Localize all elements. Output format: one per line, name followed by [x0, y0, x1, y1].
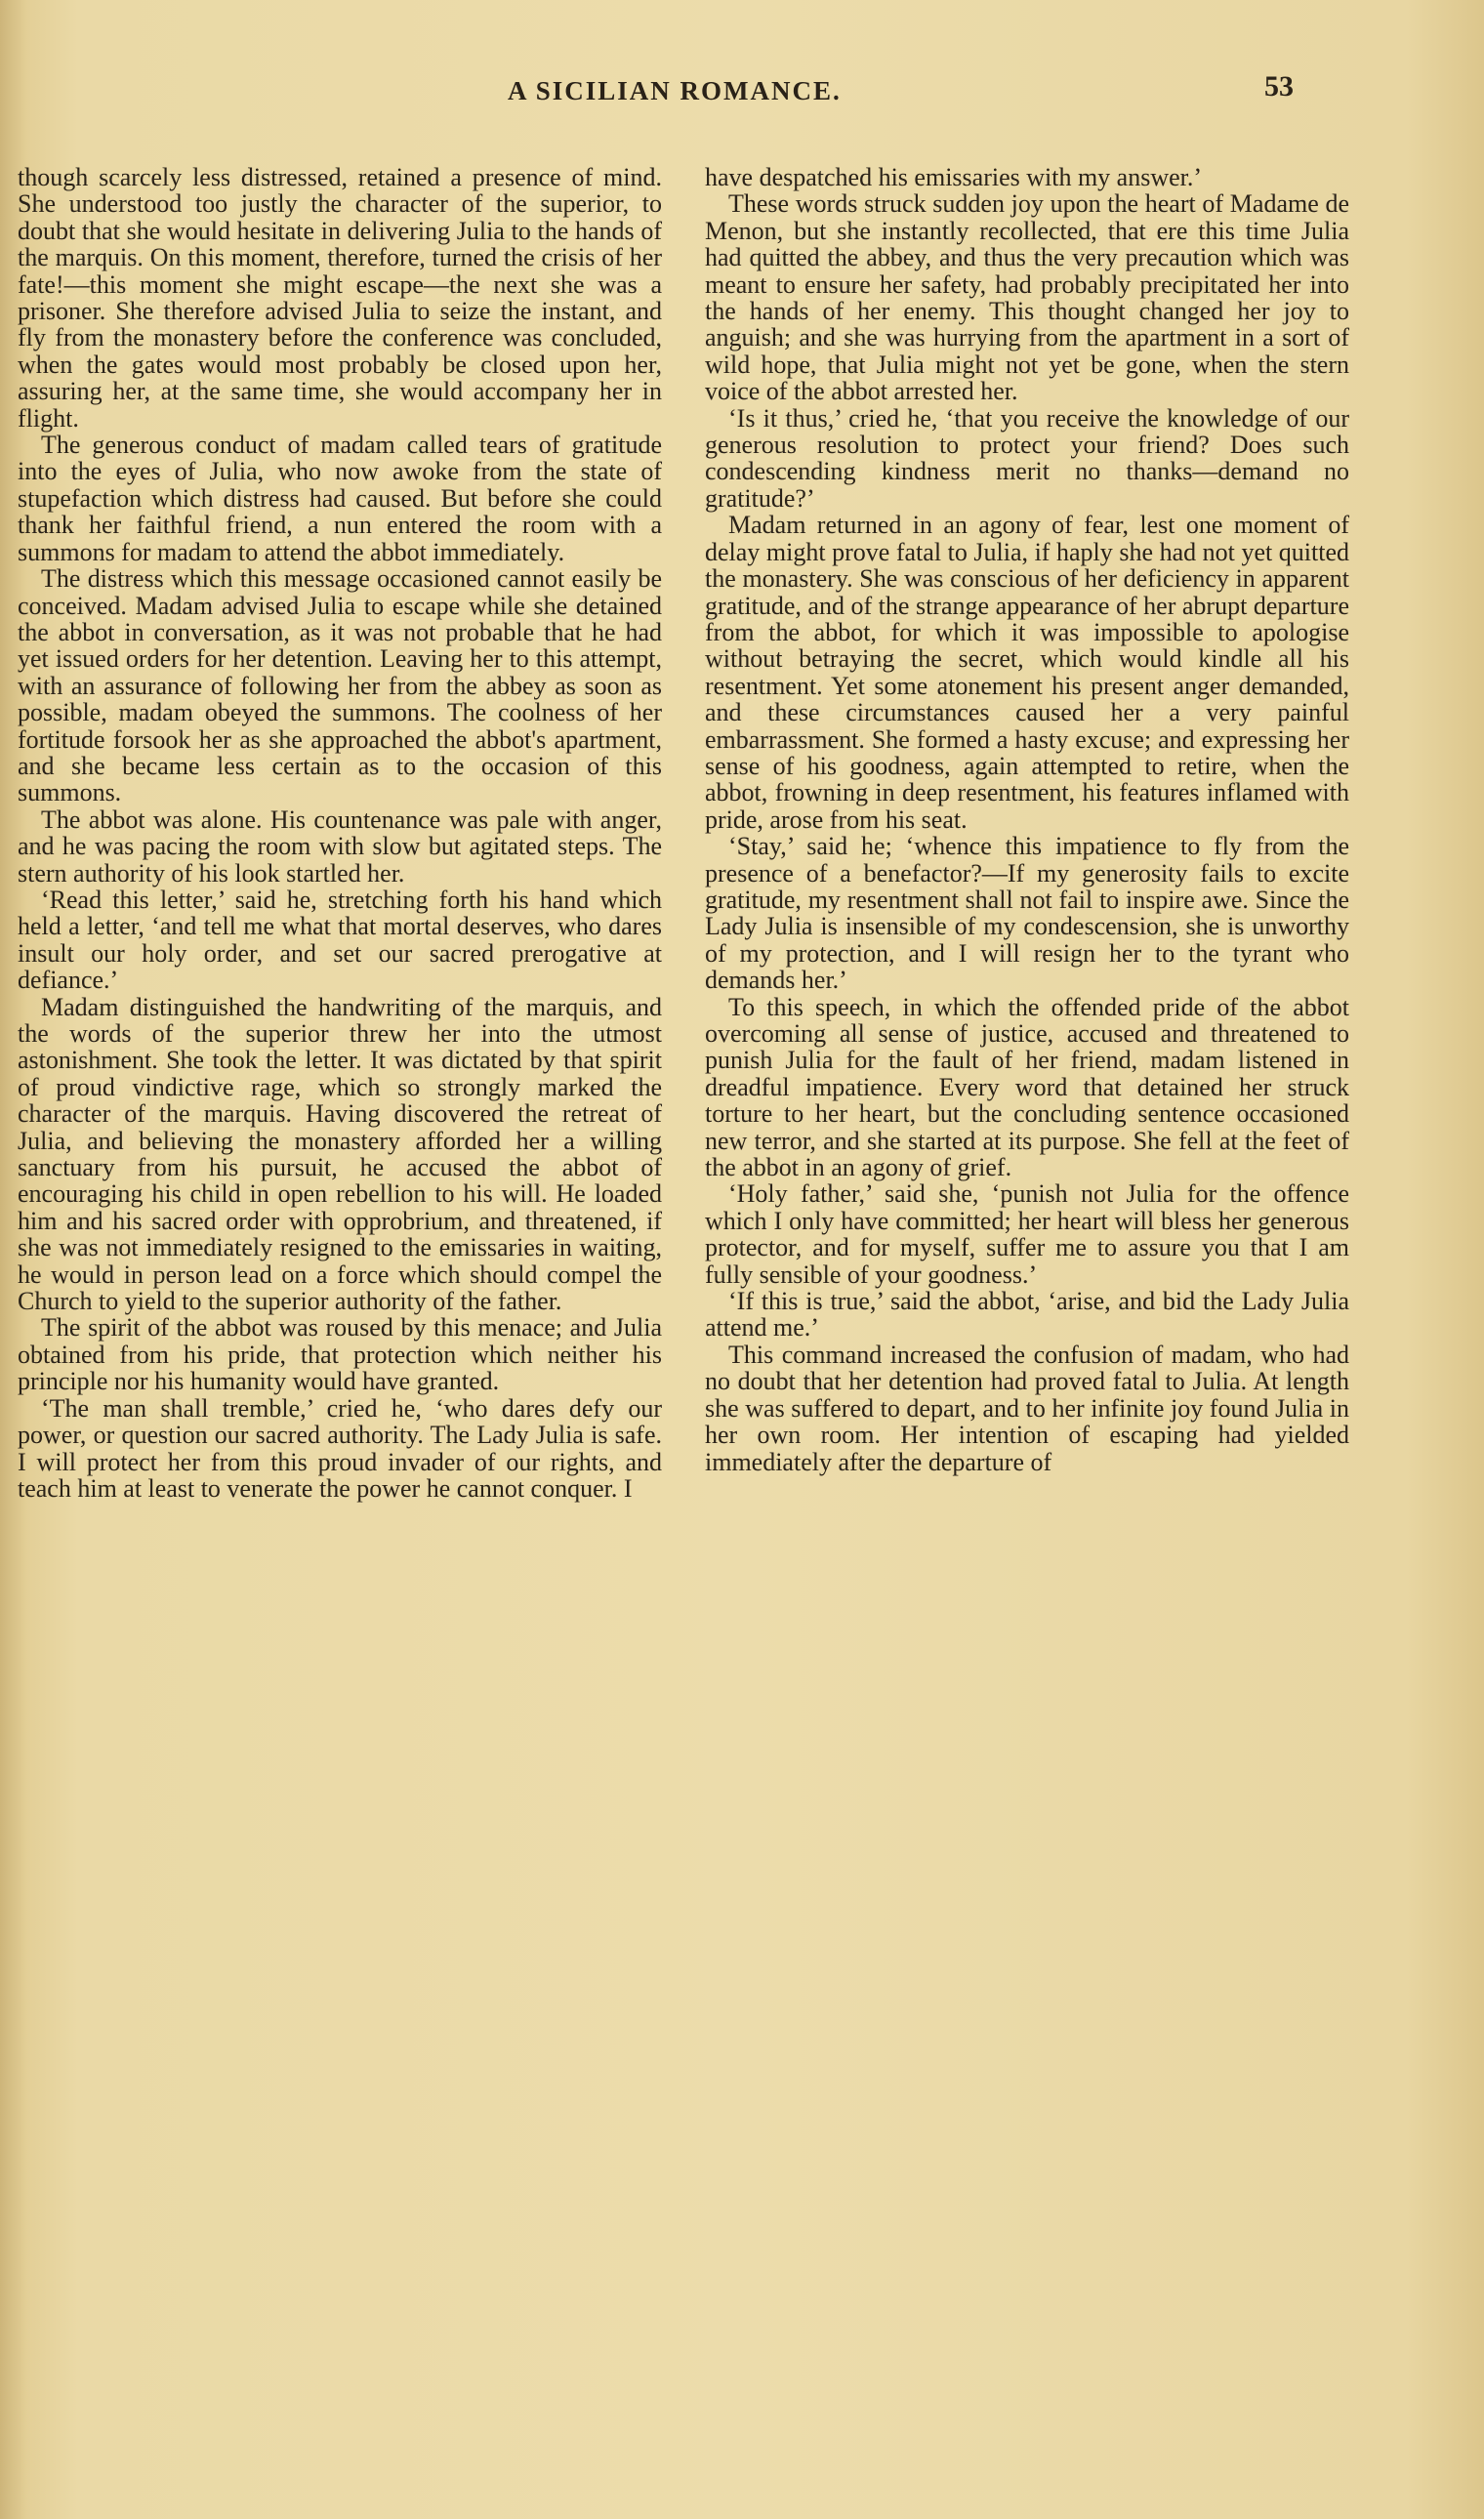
paragraph: ‘The man shall tremble,’ cried he, ‘who dares defy our power, or question our sacred authority. The Lady Julia is safe. I will protect her from this proud invader of our rights, and teach him at least to venerate the power he cannot conquer. I: [18, 1393, 662, 1503]
paragraph: This command increased the confusion of madam, who had no doubt that her detention had proved fatal to Julia. At length she was suffered to depart, and to her infinite joy found Julia in her own room. Her intention of escaping had yielded immediately after the departure of: [705, 1340, 1349, 1476]
paragraph: though scarcely less distressed, retained a presence of mind. She understood too justly the character of the superior, to doubt that she would hesitate in delivering Julia to the hands of the marquis. On this moment, therefore, turned the crisis of her fate!—this moment she might escape—the next she was a prisoner. She therefore advised Julia to seize the instant, and fly from the monastery before the conference was concluded, when the gates would most probably be closed upon her, assuring her, at the same time, she would accompany her in flight.: [18, 163, 662, 433]
paragraph: To this speech, in which the offended pride of the abbot overcoming all sense of justice, accused and threatened to punish Julia for the fault of her friend, madam listened in dreadful impatience. Every word that detained her struck torture to her heart, but the concluding sentence occasioned new terror, and she started at its purpose. She fell at the feet of the abbot in an agony of grief.: [705, 992, 1349, 1182]
paragraph: ‘If this is true,’ said the abbot, ‘arise, and bid the Lady Julia attend me.’: [705, 1287, 1349, 1342]
page-number: 53: [1264, 70, 1294, 103]
paragraph: The generous conduct of madam called tears of gratitude into the eyes of Julia, who now awoke from the state of stupefaction which distress had caused. But before she could thank her faithful friend, a nun entered the room with a summons for madam to attend the abbot immediately.: [18, 431, 662, 566]
right-column: [705, 164, 1349, 1475]
left-column: [18, 164, 662, 1502]
paragraph: ‘Read this letter,’ said he, stretching forth his hand which held a letter, ‘and tell me what that mortal deserves, who dares insult our holy order, and set our sacred prerogative at defiance.’: [18, 885, 662, 995]
paragraph: Madam returned in an agony of fear, lest one moment of delay might prove fatal to Julia, if haply she had not yet quitted the monastery. She was conscious of her deficiency in apparent gratitude, and of the strange appearance of her abrupt departure from the abbot, for which it was impossible to apologise without betraying the secret, which would kindle all his resentment. Yet some atonement his present anger demanded, and these circumstances caused her a very painful embarrassment. She formed a hasty excuse; and expressing her sense of his goodness, again attempted to retire, when the abbot, frowning in deep resentment, his features inflamed with pride, arose from his seat.: [705, 511, 1349, 834]
paragraph: The abbot was alone. His countenance was pale with anger, and he was pacing the room with slow but agitated steps. The stern authority of his look startled her.: [18, 805, 662, 888]
paragraph: ‘Is it thus,’ cried he, ‘that you receive the knowledge of our generous resolution to protect your friend? Does such condescending kindness merit no thanks—demand no gratitude?’: [705, 403, 1349, 513]
paragraph: ‘Stay,’ said he; ‘whence this impatience to fly from the presence of a benefactor?—If my generosity fails to excite gratitude, my resentment shall not fail to inspire awe. Since the Lady Julia is insensible of my condescension, she is unworthy of my protection, and I will resign her to the tyrant who demands her.’: [705, 832, 1349, 995]
page-header: [0, 70, 1484, 117]
paragraph: These words struck sudden joy upon the heart of Madame de Menon, but she instantly recollected, that ere this time Julia had quitted the abbey, and thus the very precaution which was meant to ensure her safety, had probably precipitated her into the hands of her enemy. This thought changed her joy to anguish; and she was hurrying from the apartment in a sort of wild hope, that Julia might not yet be gone, when the stern voice of the abbot arrested her.: [705, 189, 1349, 406]
paragraph: ‘Holy father,’ said she, ‘punish not Julia for the offence which I only have committed; her heart will bless her generous protector, and for myself, suffer me to assure you that I am fully sensible of your goodness.’: [705, 1179, 1349, 1289]
paragraph: The distress which this message occasioned cannot easily be conceived. Madam advised Julia to escape while she detained the abbot in conversation, as it was not probable that he had yet issued orders for her detention. Leaving her to this attempt, with an assurance of following her from the abbey as soon as possible, madam obeyed the summons. The coolness of her fortitude forsook her as she approached the abbot's apartment, and she became less certain as to the occasion of this summons.: [18, 564, 662, 807]
paragraph: Madam distinguished the handwriting of the marquis, and the words of the superior threw her into the utmost astonishment. She took the letter. It was dictated by that spirit of proud vindictive rage, which so strongly marked the character of the marquis. Having discovered the retreat of Julia, and believing the monastery afforded her a willing sanctuary from his pursuit, he accused the abbot of encouraging his child in open rebellion to his will. He loaded him and his sacred order with opprobrium, and threatened, if she was not immediately resigned to the emissaries in waiting, he would in person lead on a force which should compel the Church to yield to the superior authority of the father.: [18, 992, 662, 1316]
paragraph: The spirit of the abbot was roused by this menace; and Julia obtained from his pride, that protection which neither his principle nor his humanity would have granted.: [18, 1313, 662, 1396]
paragraph: have despatched his emissaries with my answer.’: [705, 163, 1203, 191]
running-title: A SICILIAN ROMANCE.: [508, 76, 842, 105]
